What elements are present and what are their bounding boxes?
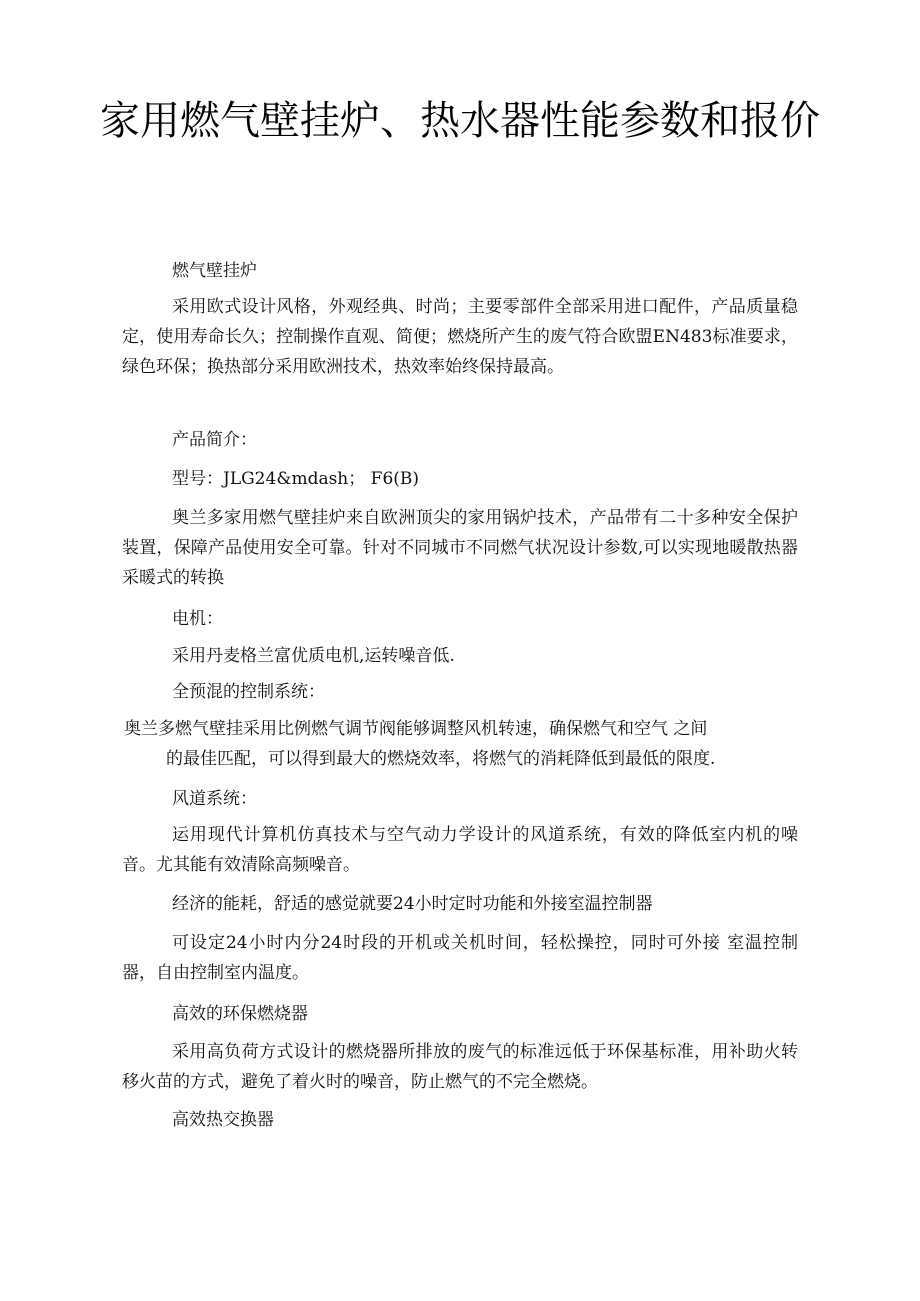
section-heading: 燃气壁挂炉: [172, 261, 257, 281]
heat-exchanger-label: 高效热交换器: [172, 1110, 274, 1130]
premix-line-1: 奥兰多燃气壁挂采用比例燃气调节阀能够调整风机转速，确保燃气和空气 之间: [124, 719, 708, 739]
intro-paragraph: 采用欧式设计风格，外观经典、时尚；主要零部件全部采用进口配件，产品质量稳定，使用寿命长久；控制操作直观、简便；燃烧所产生的废气符合欧盟EN483标准要求，绿色环保；换热部分采用欧洲技术，热效率始终保持最高。: [122, 297, 798, 377]
model-line: 型号：JLG24&mdash； F6(B): [172, 469, 420, 489]
product-description: 奥兰多家用燃气壁挂炉来自欧洲顶尖的家用锅炉技术，产品带有二十多种安全保护装置，保障产品使用安全可靠。针对不同城市不同燃气状况设计参数,可以实现地暖散热器采暖式的转换: [122, 508, 798, 588]
premix-control-description: [124, 714, 814, 774]
motor-label: 电机：: [172, 609, 223, 629]
premix-control-label: 全预混的控制系统：: [172, 682, 325, 702]
timer-description: 可设定24小时内分24时段的开机或关机时间，轻松操控，同时可外接 室温控制器，自由控制室内温度。: [122, 933, 798, 983]
duct-system-description: 运用现代计算机仿真技术与空气动力学设计的风道系统，有效的降低室内机的噪音。尤其能有效清除高频噪音。: [122, 825, 798, 875]
duct-system-label: 风道系统：: [172, 789, 257, 809]
premix-line-2: 的最佳匹配，可以得到最大的燃烧效率，将燃气的消耗降低到最低的限度.: [166, 749, 716, 769]
burner-label: 高效的环保燃烧器: [172, 1004, 308, 1024]
motor-description: 采用丹麦格兰富优质电机,运转噪音低.: [172, 646, 455, 666]
timer-label: 经济的能耗，舒适的感觉就要24小时定时功能和外接室温控制器: [172, 894, 653, 914]
document-title: 家用燃气壁挂炉、热水器性能参数和报价: [100, 98, 820, 144]
burner-description: 采用高负荷方式设计的燃烧器所排放的废气的标准远低于环保基标准，用补助火转移火苗的方式，避免了着火时的噪音，防止燃气的不完全燃烧。: [122, 1042, 798, 1092]
product-intro-label: 产品简介：: [172, 430, 257, 450]
